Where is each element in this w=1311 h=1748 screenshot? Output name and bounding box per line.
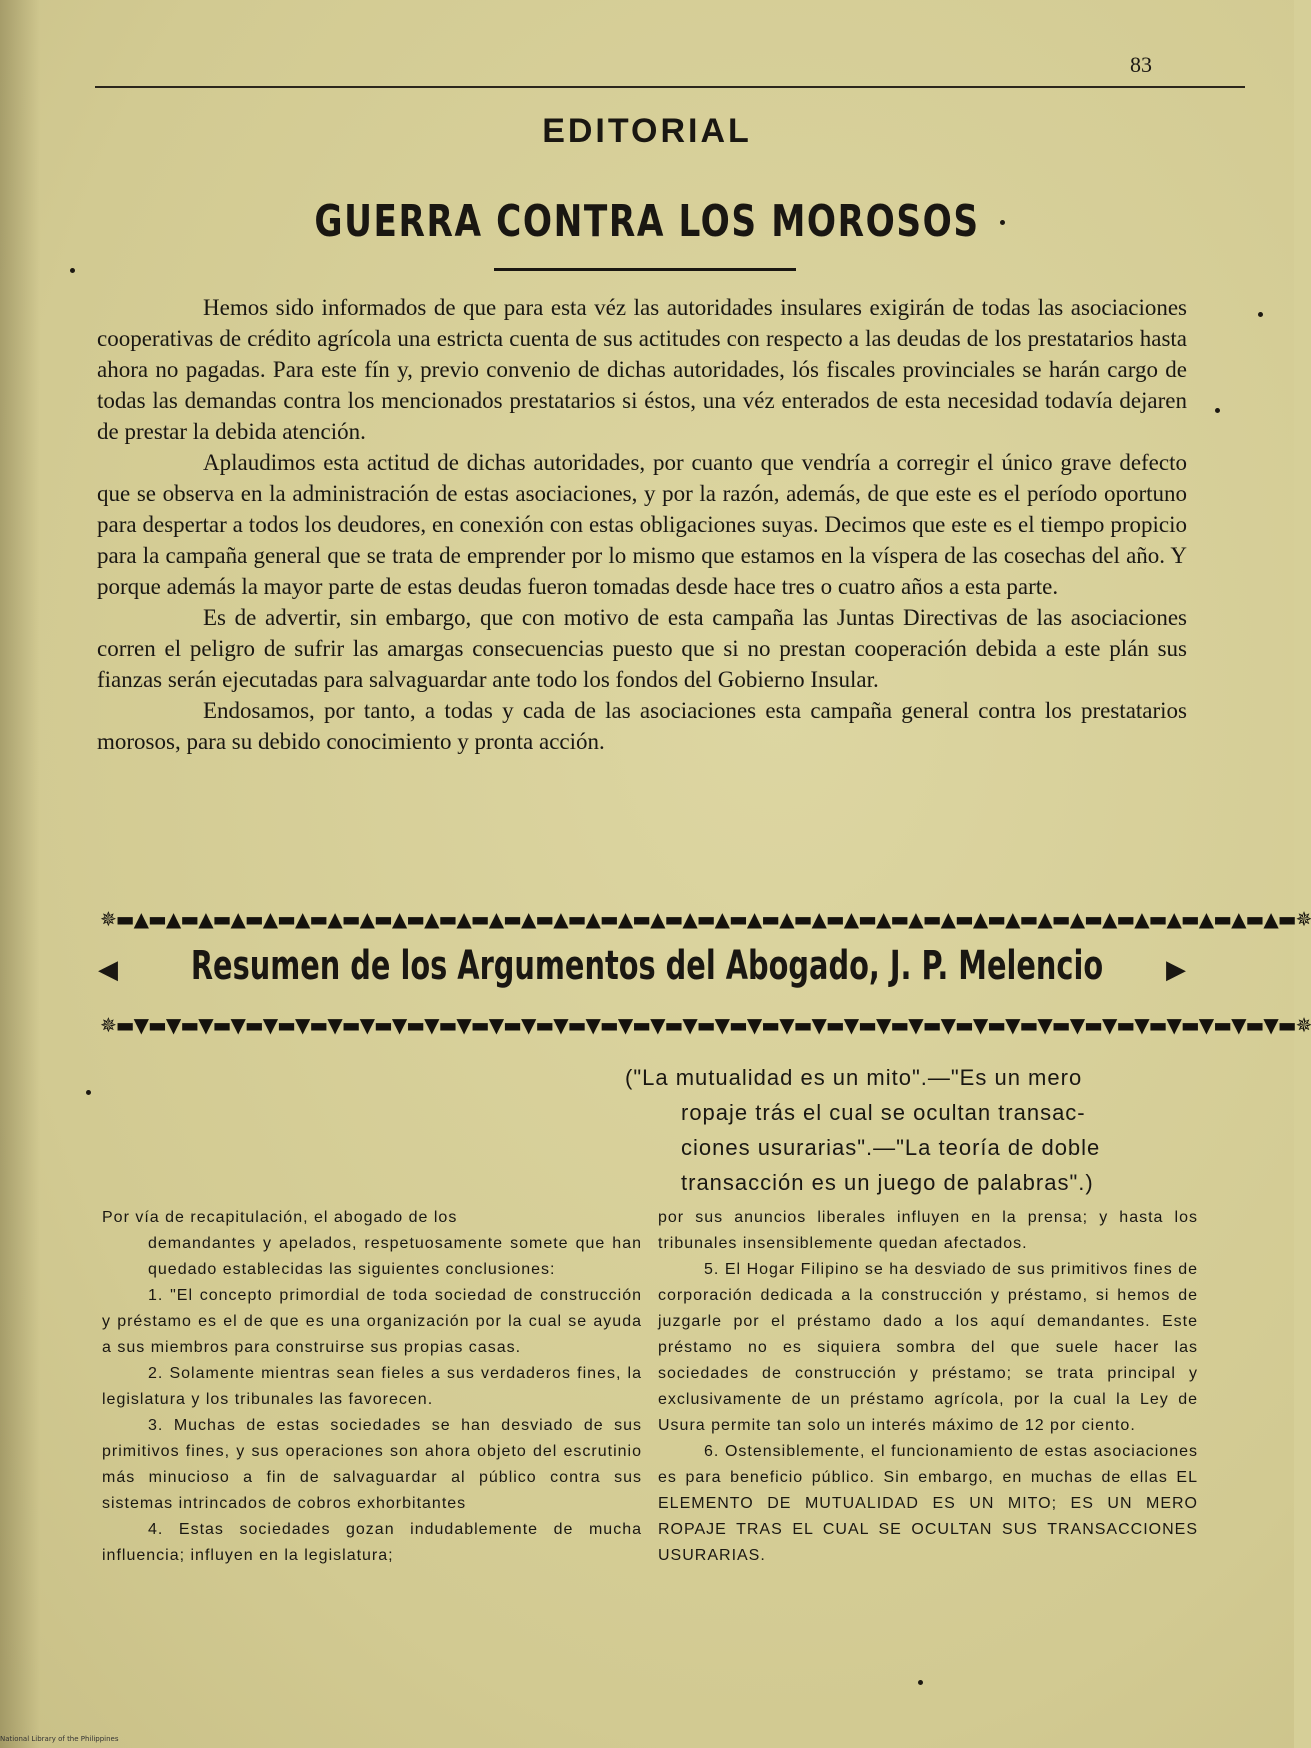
column-paragraph: 1. "El concepto primordial de toda sociedad de construcción y préstamo es el de que es una organización por la cual se ayuda a sus miembros para construirse sus propias casas. (102, 1287, 642, 1356)
editorial-paragraph: Es de advertir, sin embargo, que con motivo de esta campaña las Juntas Directivas de las asociaciones corren el peligro de sufrir las amargas consecuencias puesto que si no prestan cooperación debida a este plán sus fianzas serán ejecutadas para salvaguardar ante todo los fondos del Gobierno Insular. (97, 605, 1187, 692)
column-paragraph: 3. Muchas de estas sociedades se han desviado de sus primitivos fines, y sus operaciones son ahora objeto del escrutinio más minucioso a fin de salvaguardar al público contra sus sistemas intrincados de cobros exhorbitantes (102, 1417, 642, 1512)
ink-speck (1258, 312, 1263, 317)
ornamental-border-top: ✵▬▲▬▲▬▲▬▲▬▲▬▲▬▲▬▲▬▲▬▲▬▲▬▲▬▲▬▲▬▲▬▲▬▲▬▲▬▲▬▲▬▲▬▲▬▲▬▲▬▲▬▲▬▲▬▲▬▲▬▲▬▲▬▲▬▲▬▲▬▲▬▲▬✵ (100, 907, 1311, 931)
epigraph-line: ciones usurarias".—"La teoría de doble (681, 1135, 1101, 1160)
ink-speck (70, 268, 75, 273)
column-paragraph: 6. Ostensiblemente, el funcionamiento de estas asociaciones es para beneficio público. Sin embargo, en muchas de ellas EL ELEMENTO DE MUTUALIDAD ES UN MITO; ES UN MERO ROPAJE TRAS EL CUAL SE OCULTAN SUS TRANSACCIONES USURARIAS. (658, 1443, 1198, 1564)
column-paragraph: por sus anuncios liberales influyen en la prensa; y hasta los tribunales insensiblemente quedan afectados. (658, 1209, 1198, 1252)
footer-credit: National Library of the Philippines (0, 1735, 119, 1743)
article-left-column (102, 1205, 642, 1569)
article-epigraph (625, 1060, 1195, 1200)
column-paragraph: Por vía de recapitulación, el abogado de los (102, 1209, 458, 1226)
column-paragraph: 5. El Hogar Filipino se ha desviado de sus primitivos fines de corporación dedicada a la construcción y préstamo, si hemos de juzgarle por el préstamo dado a los aquí demandantes. Este préstamo no es siquiera sombra del que suele hacer las sociedades de construcción y préstamo; se trata principal y exclusivamente de un préstamo agrícola, por la cual la Ley de Usura permite tan solo un interés máximo de 12 por ciento. (658, 1261, 1198, 1434)
article-right-column (658, 1205, 1198, 1569)
title-underline (494, 268, 796, 271)
editorial-title: GUERRA CONTRA LOS MOROSOS (314, 196, 980, 247)
epigraph-line: transacción es un juego de palabras".) (681, 1170, 1094, 1195)
epigraph-line: ("La mutualidad es un mito".—"Es un mero (625, 1065, 1083, 1090)
ink-speck (918, 1680, 923, 1685)
article-title: Resumen de los Argumentos del Abogado, J. P. Melencio (190, 943, 1104, 989)
page-number: 83 (1130, 52, 1152, 77)
column-paragraph: 4. Estas sociedades gozan indudablemente de mucha influencia; influyen en la legislatura; (102, 1521, 642, 1564)
ornament-left-arrow-icon: ◀ (98, 955, 118, 985)
ink-speck (1215, 408, 1220, 413)
column-paragraph: 2. Solamente mientras sean fieles a sus verdaderos fines, la legislatura y los tribunales las favorecen. (102, 1365, 642, 1408)
section-label: EDITORIAL (542, 112, 752, 150)
editorial-paragraph: Endosamos, por tanto, a todas y cada de las asociaciones esta campaña general contra los prestatarios morosos, para su debido conocimiento y pronta acción. (97, 698, 1187, 754)
ink-speck (86, 1090, 91, 1095)
epigraph-line: ropaje trás el cual se ocultan transac- (681, 1100, 1086, 1125)
editorial-body (97, 292, 1187, 757)
editorial-paragraph: Hemos sido informados de que para esta véz las autoridades insulares exigirán de todas las asociaciones cooperativas de crédito agrícola una estricta cuenta de sus actitudes con respecto a las deudas de los prestatarios hasta ahora no pagadas. Para este fín y, previo convenio de dichas autoridades, lós fiscales provinciales se harán cargo de todas las demandas contra los mencionados prestatarios si éstos, una véz enterados de esta necesidad todavía dejaren de prestar la debida atención. (97, 295, 1187, 444)
ink-speck (1000, 220, 1005, 225)
ornamental-border-bottom: ✵▬▼▬▼▬▼▬▼▬▼▬▼▬▼▬▼▬▼▬▼▬▼▬▼▬▼▬▼▬▼▬▼▬▼▬▼▬▼▬▼▬▼▬▼▬▼▬▼▬▼▬▼▬▼▬▼▬▼▬▼▬▼▬▼▬▼▬▼▬▼▬▼▬✵ (100, 1013, 1311, 1037)
ornament-right-arrow-icon: ▶ (1166, 955, 1186, 985)
editorial-paragraph: Aplaudimos esta actitud de dichas autoridades, por cuanto que vendría a corregir el único grave defecto que se observa en la administración de estas asociaciones, y por la razón, además, de que este es el período oportuno para despertar a todos los deudores, en conexión con estas obligaciones suyas. Decimos que este es el tiempo propicio para la campaña general que se trata de emprender por lo mismo que estamos en la víspera de las cosechas del año. Y porque además la mayor parte de estas deudas fueron tomadas desde hace tres o cuatro años a esta parte. (97, 450, 1187, 599)
header-rule (95, 86, 1245, 88)
column-paragraph: demandantes y apelados, respetuosamente somete que han quedado establecidas las siguientes conclusiones: (148, 1235, 642, 1278)
